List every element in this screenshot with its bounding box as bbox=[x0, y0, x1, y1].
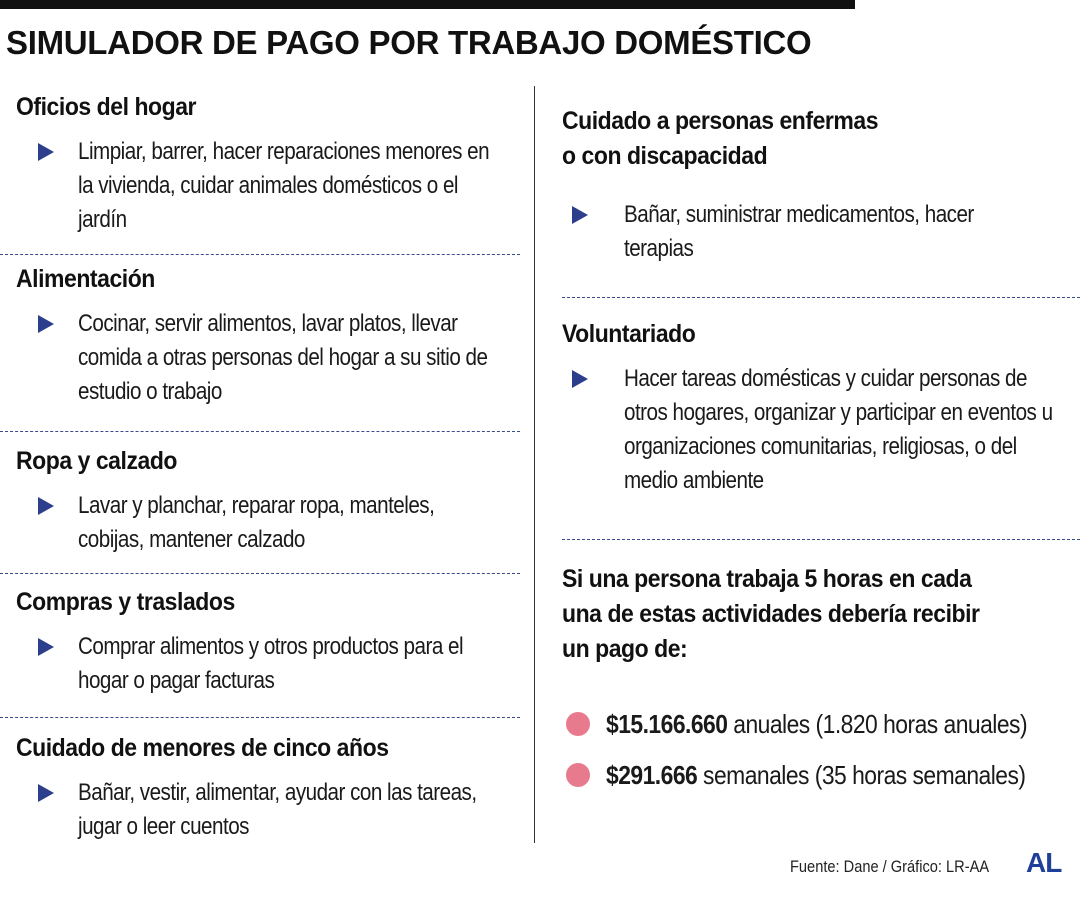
section-text: Hacer tareas domésticas y cuidar personas de otros hogares, organizar y participar en eventos u organizaciones comunitarias, religiosas, o del medio ambiente bbox=[624, 365, 1053, 494]
section-item bbox=[16, 776, 573, 844]
payment-question: Si una persona trabaja 5 horas en cada una de estas actividades debería recibir un pago de: bbox=[562, 565, 980, 663]
play-triangle-icon bbox=[38, 497, 54, 515]
section-alimentacion bbox=[16, 262, 573, 409]
play-triangle-icon bbox=[572, 370, 588, 388]
section-title-line1: Cuidado a personas enfermas bbox=[562, 107, 879, 135]
section-compras-y-traslados bbox=[16, 585, 573, 698]
section-text: Lavar y planchar, reparar ropa, manteles, cobijas, mantener calzado bbox=[78, 492, 435, 553]
section-divider bbox=[0, 573, 520, 574]
section-item bbox=[16, 135, 573, 237]
section-ropa-y-calzado bbox=[16, 444, 573, 557]
play-triangle-icon bbox=[38, 638, 54, 656]
section-item bbox=[16, 307, 573, 409]
section-divider bbox=[562, 297, 1080, 298]
play-triangle-icon bbox=[38, 315, 54, 333]
section-item bbox=[562, 198, 1080, 266]
play-triangle-icon bbox=[38, 784, 54, 802]
section-cuidado-personas-enfermas bbox=[562, 104, 1080, 266]
payment-amount: $291.666 bbox=[606, 760, 698, 790]
section-title: Ropa y calzado bbox=[16, 447, 177, 475]
section-divider bbox=[0, 254, 520, 255]
section-title-line2: o con discapacidad bbox=[562, 142, 768, 170]
payment-amount: $15.166.660 bbox=[606, 709, 728, 739]
section-title: Compras y traslados bbox=[16, 588, 235, 616]
section-text: Cocinar, servir alimentos, lavar platos, llevar comida a otras personas del hogar a su sitio de estudio o trabajo bbox=[78, 310, 488, 405]
section-item bbox=[562, 362, 1080, 498]
payment-text bbox=[606, 707, 1027, 741]
section-title: Alimentación bbox=[16, 265, 155, 293]
section-oficios-del-hogar bbox=[16, 90, 573, 237]
section-item bbox=[16, 489, 573, 557]
section-divider bbox=[0, 717, 520, 718]
section-divider bbox=[562, 539, 1080, 540]
payment-detail: anuales (1.820 horas anuales) bbox=[733, 709, 1028, 739]
payment-detail: semanales (35 horas semanales) bbox=[703, 760, 1026, 790]
section-title: Oficios del hogar bbox=[16, 93, 197, 121]
section-text: Comprar alimentos y otros productos para el hogar o pagar facturas bbox=[78, 633, 464, 694]
payment-text bbox=[606, 758, 1025, 792]
bullet-dot-icon bbox=[566, 712, 590, 736]
payment-weekly bbox=[566, 758, 1080, 792]
section-text: Bañar, suministrar medicamentos, hacer terapias bbox=[624, 201, 974, 262]
al-logo: AL bbox=[1026, 847, 1062, 878]
source-credit: Fuente: Dane / Gráfico: LR-AA bbox=[790, 857, 990, 876]
play-triangle-icon bbox=[572, 206, 588, 224]
top-rule bbox=[0, 0, 855, 9]
play-triangle-icon bbox=[38, 143, 54, 161]
section-divider bbox=[0, 431, 520, 432]
section-voluntariado bbox=[562, 317, 1080, 498]
section-title: Voluntariado bbox=[562, 320, 696, 348]
section-text: Limpiar, barrer, hacer reparaciones menores en la vivienda, cuidar animales domésticos o el jardín bbox=[78, 138, 490, 233]
section-item bbox=[16, 630, 573, 698]
bullet-dot-icon bbox=[566, 763, 590, 787]
section-text: Bañar, vestir, alimentar, ayudar con las tareas, jugar o leer cuentos bbox=[78, 779, 477, 840]
payment-annual bbox=[566, 707, 1080, 741]
section-title: Cuidado de menores de cinco años bbox=[16, 734, 389, 762]
page-title: SIMULADOR DE PAGO POR TRABAJO DOMÉSTICO bbox=[6, 24, 812, 61]
section-cuidado-de-menores bbox=[16, 731, 573, 844]
